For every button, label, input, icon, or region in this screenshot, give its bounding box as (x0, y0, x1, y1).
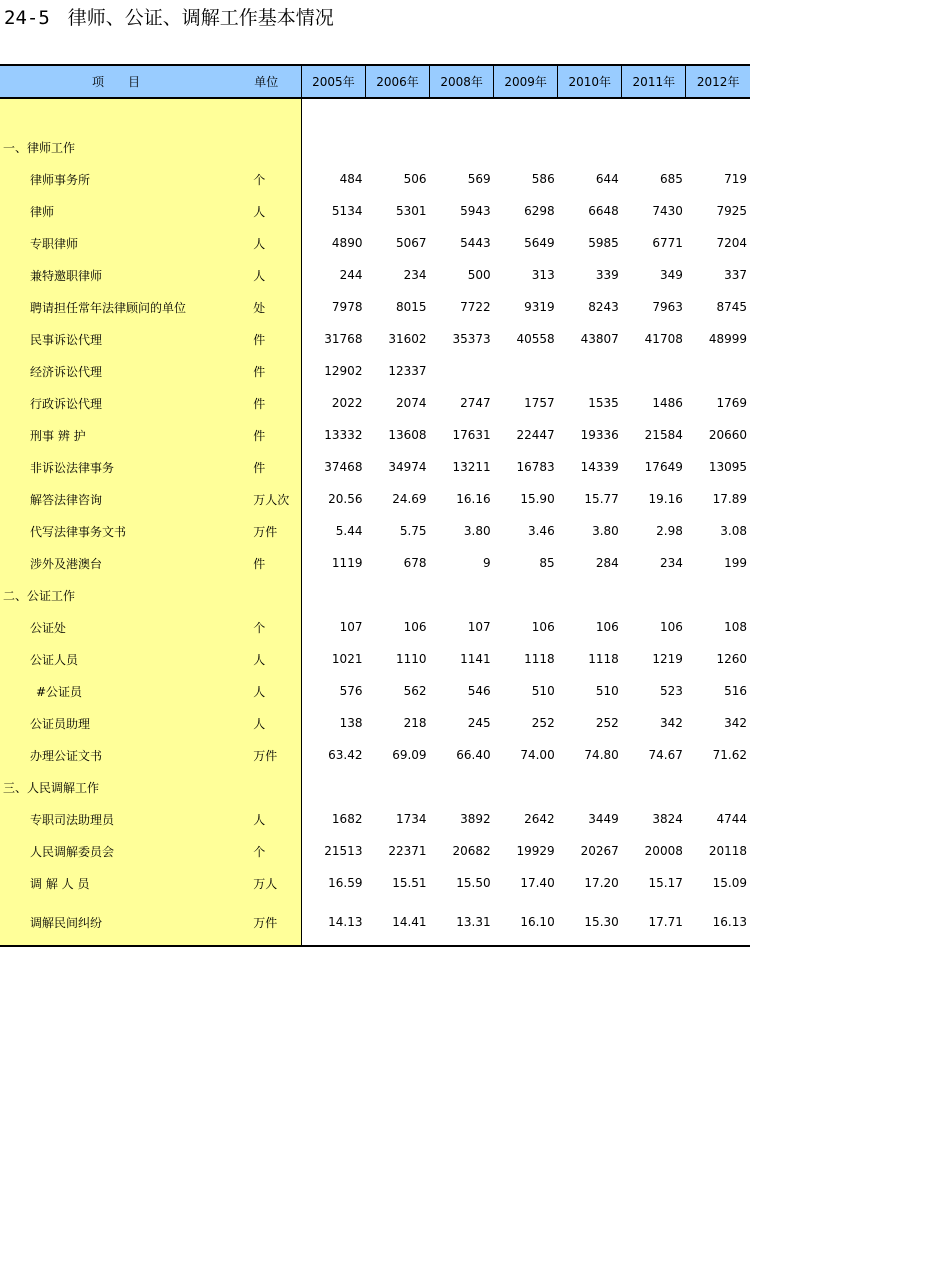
value-cell: 1486 (652, 396, 683, 410)
row-unit: 件 (230, 451, 301, 483)
value-cell: 48999 (708, 332, 747, 346)
value-cell: 16.16 (456, 492, 491, 506)
section-row (0, 131, 750, 163)
value-cell: 4744 (716, 812, 747, 826)
value-cell: 510 (595, 684, 619, 698)
value-cell: 342 (659, 716, 683, 730)
value-cell: 15.50 (456, 876, 491, 890)
value-cell (686, 131, 750, 163)
value-cell: 20118 (708, 844, 747, 858)
value-cell: 5943 (460, 204, 491, 218)
value-cell: 685 (659, 172, 683, 186)
value-cell: 13095 (708, 460, 747, 474)
value-cell: 1769 (716, 396, 747, 410)
value-cell: 7925 (716, 204, 747, 218)
header-year-2008: 2008年 (430, 65, 494, 98)
row-unit (230, 131, 301, 163)
row-label: 解答法律咨询 (0, 483, 230, 515)
spacer-cell (622, 98, 686, 131)
table-row (0, 227, 750, 259)
value-cell: 43807 (580, 332, 619, 346)
value-cell: 5301 (396, 204, 427, 218)
value-cell: 24.69 (392, 492, 427, 506)
table-title: 律师、公证、调解工作基本情况 (67, 7, 334, 29)
value-cell (622, 579, 686, 611)
value-cell (365, 771, 429, 803)
row-unit: 个 (230, 163, 301, 195)
value-cell: 14.13 (301, 899, 365, 946)
row-label: 涉外及港澳台 (0, 547, 230, 579)
value-cell: 244 (339, 268, 363, 282)
value-cell (494, 131, 558, 163)
row-unit (230, 579, 301, 611)
row-label: 聘请担任常年法律顾问的单位 (0, 291, 230, 323)
value-cell: 5443 (460, 236, 491, 250)
value-cell: 199 (724, 556, 747, 570)
value-cell: 14339 (580, 460, 619, 474)
value-cell: 9 (482, 556, 491, 570)
value-cell: 644 (595, 172, 619, 186)
value-cell: 20008 (644, 844, 683, 858)
value-cell: 8745 (716, 300, 747, 314)
value-cell: 1110 (396, 652, 427, 666)
value-cell: 107 (467, 620, 491, 634)
value-cell: 1260 (716, 652, 747, 666)
table-row (0, 355, 750, 387)
row-label: 非诉讼法律事务 (0, 451, 230, 483)
value-cell: 15.09 (712, 876, 747, 890)
value-cell: 35373 (452, 332, 491, 346)
value-cell: 2022 (331, 396, 363, 410)
value-cell: 3.08 (720, 524, 747, 538)
value-cell: 586 (531, 172, 555, 186)
value-cell: 8015 (396, 300, 427, 314)
value-cell: 17.89 (712, 492, 747, 506)
row-label: 调解民间纠纷 (0, 899, 230, 946)
row-unit: 人 (230, 259, 301, 291)
table-row (0, 547, 750, 579)
value-cell: 337 (724, 268, 747, 282)
row-unit: 万人 (230, 867, 301, 899)
value-cell: 138 (339, 716, 363, 730)
value-cell: 576 (339, 684, 363, 698)
value-cell: 20682 (452, 844, 491, 858)
spacer-cell (686, 98, 750, 131)
section-label: 三、人民调解工作 (0, 771, 230, 803)
row-unit: 万件 (230, 739, 301, 771)
header-year-2009: 2009年 (494, 65, 558, 98)
spacer-cell (0, 98, 230, 131)
value-cell: 13332 (324, 428, 363, 442)
value-cell (558, 355, 622, 387)
value-cell: 16.10 (494, 899, 558, 946)
value-cell: 74.80 (584, 748, 619, 762)
value-cell: 7978 (331, 300, 363, 314)
value-cell: 3.80 (463, 524, 491, 538)
value-cell: 107 (339, 620, 363, 634)
value-cell: 71.62 (712, 748, 747, 762)
value-cell: 252 (531, 716, 555, 730)
value-cell: 22447 (516, 428, 555, 442)
table-row (0, 195, 750, 227)
value-cell: 234 (659, 556, 683, 570)
row-label: 公证员助理 (0, 707, 230, 739)
table-row (0, 483, 750, 515)
value-cell: 108 (724, 620, 747, 634)
value-cell: 234 (403, 268, 427, 282)
value-cell: 2.98 (656, 524, 683, 538)
section-row (0, 579, 750, 611)
row-label: 代写法律事务文书 (0, 515, 230, 547)
row-unit: 件 (230, 387, 301, 419)
value-cell: 719 (724, 172, 747, 186)
row-unit: 个 (230, 611, 301, 643)
spacer-cell (365, 98, 429, 131)
section-label: 一、律师工作 (0, 131, 230, 163)
value-cell: 562 (403, 684, 427, 698)
value-cell: 678 (403, 556, 427, 570)
value-cell (430, 771, 494, 803)
table-body (0, 98, 750, 946)
value-cell: 1219 (652, 652, 683, 666)
value-cell: 15.51 (392, 876, 427, 890)
spacer-cell (430, 98, 494, 131)
value-cell (301, 771, 365, 803)
value-cell: 5649 (524, 236, 555, 250)
value-cell: 245 (467, 716, 491, 730)
table-row (0, 707, 750, 739)
value-cell: 7430 (652, 204, 683, 218)
value-cell: 1734 (396, 812, 427, 826)
value-cell: 3892 (460, 812, 491, 826)
spacer-row (0, 98, 750, 131)
row-label: 专职司法助理员 (0, 803, 230, 835)
row-label: 公证处 (0, 611, 230, 643)
value-cell: 16.13 (686, 899, 750, 946)
value-cell: 5.75 (399, 524, 427, 538)
value-cell: 16783 (516, 460, 555, 474)
table-row (0, 323, 750, 355)
value-cell: 17649 (644, 460, 683, 474)
value-cell (365, 131, 429, 163)
value-cell: 7204 (716, 236, 747, 250)
value-cell: 1141 (460, 652, 491, 666)
spacer-cell (494, 98, 558, 131)
value-cell: 546 (467, 684, 491, 698)
value-cell: 6648 (588, 204, 619, 218)
value-cell (686, 355, 750, 387)
header-year-2010: 2010年 (558, 65, 622, 98)
row-label: 律师 (0, 195, 230, 227)
value-cell: 41708 (644, 332, 683, 346)
value-cell: 569 (467, 172, 491, 186)
spacer-cell (558, 98, 622, 131)
value-cell: 15.77 (584, 492, 619, 506)
value-cell: 1535 (588, 396, 619, 410)
value-cell: 339 (595, 268, 619, 282)
value-cell: 69.09 (392, 748, 427, 762)
value-cell: 4890 (331, 236, 363, 250)
table-row (0, 515, 750, 547)
value-cell: 15.30 (558, 899, 622, 946)
row-unit: 个 (230, 835, 301, 867)
value-cell (558, 131, 622, 163)
row-unit: 万件 (230, 515, 301, 547)
row-label: 民事诉讼代理 (0, 323, 230, 355)
value-cell: 12337 (388, 364, 427, 378)
value-cell: 31602 (388, 332, 427, 346)
value-cell: 66.40 (456, 748, 491, 762)
value-cell: 1682 (331, 812, 363, 826)
value-cell: 16.59 (328, 876, 363, 890)
table-row (0, 643, 750, 675)
value-cell (430, 355, 494, 387)
row-label: 调 解 人 员 (0, 867, 230, 899)
value-cell: 7963 (652, 300, 683, 314)
row-label: 行政诉讼代理 (0, 387, 230, 419)
value-cell: 8243 (588, 300, 619, 314)
table-row (0, 259, 750, 291)
value-cell: 349 (659, 268, 683, 282)
row-label: 专职律师 (0, 227, 230, 259)
table-row (0, 675, 750, 707)
value-cell: 21513 (324, 844, 363, 858)
row-unit: 人 (230, 643, 301, 675)
value-cell: 17.20 (584, 876, 619, 890)
value-cell: 85 (539, 556, 555, 570)
row-unit: 人 (230, 803, 301, 835)
value-cell: 313 (531, 268, 555, 282)
table-row (0, 387, 750, 419)
row-unit: 处 (230, 291, 301, 323)
table-row (0, 899, 750, 946)
value-cell: 3.46 (527, 524, 555, 538)
value-cell (494, 579, 558, 611)
page-title (4, 6, 334, 30)
value-cell: 6298 (524, 204, 555, 218)
value-cell: 342 (724, 716, 747, 730)
value-cell: 20267 (580, 844, 619, 858)
value-cell (622, 131, 686, 163)
value-cell: 5067 (396, 236, 427, 250)
value-cell (494, 771, 558, 803)
value-cell: 31768 (324, 332, 363, 346)
section-label: 二、公证工作 (0, 579, 230, 611)
value-cell: 106 (659, 620, 683, 634)
row-label: 刑事 辨 护 (0, 419, 230, 451)
header-year-2006: 2006年 (365, 65, 429, 98)
row-label: 兼特邀职律师 (0, 259, 230, 291)
row-unit: 人 (230, 227, 301, 259)
value-cell: 1118 (524, 652, 555, 666)
header-item: 项 目 (0, 65, 230, 98)
value-cell: 6771 (652, 236, 683, 250)
header-year-2012: 2012年 (686, 65, 750, 98)
value-cell: 2642 (524, 812, 555, 826)
row-unit (230, 771, 301, 803)
value-cell (365, 579, 429, 611)
value-cell: 484 (339, 172, 363, 186)
value-cell: 13.31 (430, 899, 494, 946)
value-cell: 1118 (588, 652, 619, 666)
value-cell (430, 131, 494, 163)
row-unit: 人 (230, 675, 301, 707)
value-cell: 63.42 (328, 748, 363, 762)
table-row (0, 291, 750, 323)
header-row (0, 65, 750, 98)
value-cell: 252 (595, 716, 619, 730)
value-cell: 3824 (652, 812, 683, 826)
value-cell (622, 771, 686, 803)
value-cell: 40558 (516, 332, 555, 346)
value-cell: 218 (403, 716, 427, 730)
table-row (0, 419, 750, 451)
table-row (0, 451, 750, 483)
value-cell: 14.41 (365, 899, 429, 946)
section-row (0, 771, 750, 803)
row-label: #公证员 (0, 675, 230, 707)
value-cell: 9319 (524, 300, 555, 314)
value-cell: 106 (531, 620, 555, 634)
value-cell: 2074 (396, 396, 427, 410)
table-row (0, 835, 750, 867)
value-cell: 19.16 (648, 492, 683, 506)
value-cell: 106 (595, 620, 619, 634)
spacer-cell (301, 98, 365, 131)
value-cell: 2747 (460, 396, 491, 410)
value-cell: 510 (531, 684, 555, 698)
value-cell: 506 (403, 172, 427, 186)
value-cell: 15.17 (648, 876, 683, 890)
value-cell: 13211 (452, 460, 491, 474)
row-label: 办理公证文书 (0, 739, 230, 771)
table-code: 24-5 (4, 7, 50, 29)
row-label: 经济诉讼代理 (0, 355, 230, 387)
row-label: 公证人员 (0, 643, 230, 675)
value-cell (558, 771, 622, 803)
value-cell: 34974 (388, 460, 427, 474)
table-row (0, 867, 750, 899)
value-cell (430, 579, 494, 611)
row-unit: 件 (230, 323, 301, 355)
value-cell: 19336 (580, 428, 619, 442)
row-unit: 件 (230, 355, 301, 387)
row-unit: 人 (230, 707, 301, 739)
value-cell: 3.80 (592, 524, 619, 538)
value-cell (686, 771, 750, 803)
value-cell: 3449 (588, 812, 619, 826)
table-row (0, 611, 750, 643)
value-cell: 1021 (331, 652, 363, 666)
value-cell (494, 355, 558, 387)
value-cell: 22371 (388, 844, 427, 858)
row-label: 人民调解委员会 (0, 835, 230, 867)
value-cell (686, 579, 750, 611)
value-cell: 13608 (388, 428, 427, 442)
value-cell: 12902 (324, 364, 363, 378)
value-cell: 20660 (708, 428, 747, 442)
table-row (0, 739, 750, 771)
value-cell: 516 (724, 684, 747, 698)
value-cell: 20.56 (328, 492, 363, 506)
value-cell: 17.40 (520, 876, 555, 890)
value-cell (301, 131, 365, 163)
table-row (0, 803, 750, 835)
row-unit: 件 (230, 419, 301, 451)
row-unit: 人 (230, 195, 301, 227)
value-cell: 17.71 (622, 899, 686, 946)
spacer-cell (230, 98, 301, 131)
value-cell: 5.44 (335, 524, 363, 538)
header-year-2005: 2005年 (301, 65, 365, 98)
value-cell: 7722 (460, 300, 491, 314)
value-cell: 523 (659, 684, 683, 698)
value-cell: 15.90 (520, 492, 555, 506)
value-cell: 17631 (452, 428, 491, 442)
table-row (0, 163, 750, 195)
row-unit: 万件 (230, 899, 301, 946)
header-unit: 单位 (230, 65, 301, 98)
value-cell: 5134 (331, 204, 363, 218)
row-label: 律师事务所 (0, 163, 230, 195)
value-cell: 1119 (331, 556, 363, 570)
value-cell (301, 579, 365, 611)
value-cell (622, 355, 686, 387)
value-cell: 5985 (588, 236, 619, 250)
value-cell: 284 (595, 556, 619, 570)
value-cell: 19929 (516, 844, 555, 858)
header-year-2011: 2011年 (622, 65, 686, 98)
value-cell: 500 (467, 268, 491, 282)
row-unit: 万人次 (230, 483, 301, 515)
value-cell: 106 (403, 620, 427, 634)
value-cell (558, 579, 622, 611)
value-cell: 21584 (644, 428, 683, 442)
value-cell: 74.67 (648, 748, 683, 762)
row-unit: 件 (230, 547, 301, 579)
value-cell: 37468 (324, 460, 363, 474)
value-cell: 1757 (524, 396, 555, 410)
stats-table (0, 64, 750, 947)
value-cell: 74.00 (520, 748, 555, 762)
